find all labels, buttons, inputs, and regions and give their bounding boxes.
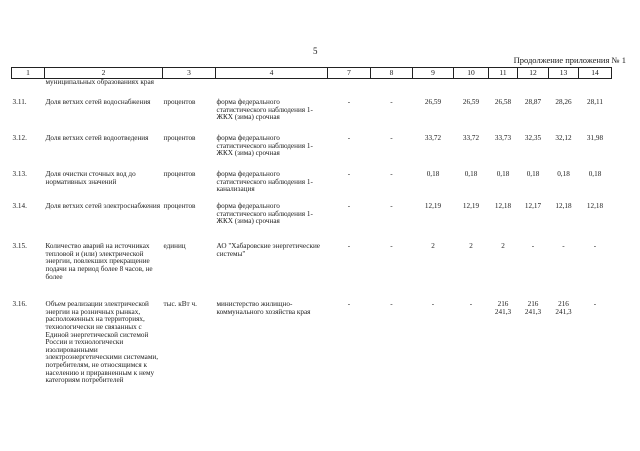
value-cell: 32,35 [524, 134, 542, 142]
value-cell: 0,18 [426, 170, 440, 178]
unit-cell: единиц [163, 242, 186, 250]
value-line-1: 216 [497, 300, 509, 308]
value-cell: - [390, 242, 393, 250]
value-cell: 0,18 [588, 170, 602, 178]
indicators-table [11, 67, 612, 431]
value-cell: 33,72 [462, 134, 480, 142]
table-row [12, 203, 612, 243]
value-cell: 12,18 [494, 202, 512, 210]
column-header: 2 [45, 68, 163, 79]
value-cell: 26,59 [424, 98, 442, 106]
row-number: 3.11. [12, 98, 27, 106]
source-cell: форма федерального статистического наблюдения 1-ЖКХ (зима) срочная [216, 202, 313, 226]
value-cell: 0,18 [526, 170, 540, 178]
value-cell [518, 301, 549, 431]
column-header: 13 [549, 68, 579, 79]
value-line-1: 216 [558, 300, 569, 308]
value-cell: 28,26 [555, 98, 572, 106]
column-header: 1 [12, 68, 45, 79]
value-cell: - [390, 300, 393, 308]
value-cell [489, 301, 518, 431]
value-cell [549, 301, 579, 431]
column-header: 10 [454, 68, 489, 79]
value-cell: - [531, 242, 535, 250]
value-cell: - [390, 98, 393, 106]
source-cell: форма федерального статистического наблюдения 1-канализация [216, 170, 313, 194]
value-cell: - [347, 170, 351, 178]
value-cell: 33,72 [424, 134, 442, 142]
value-line-2: 241,3 [494, 307, 512, 316]
value-cell: - [390, 134, 393, 142]
value-line-1: 216 [527, 300, 539, 308]
unit-cell: процентов [163, 98, 196, 106]
column-header: 8 [371, 68, 413, 79]
value-cell: 31,98 [586, 134, 604, 142]
indicator-name: Объем реализации электрической энергии на розничных рынках, расположенных на территориях, технологически не связанных с Единой энергетической системой России и технологически изолированными электроэнергетическими системами, потребителям, не относящимся к населению и приравненным к нему категориям потребителей [45, 300, 159, 385]
indicator-name: Доля ветхих сетей водоотведения [45, 134, 149, 142]
value-cell: - [593, 242, 597, 250]
source-cell: форма федерального статистического наблюдения 1-ЖКХ (зима) срочная [216, 134, 313, 158]
value-cell: 26,59 [462, 98, 480, 106]
value-cell: - [347, 202, 351, 210]
source-cell: министерство жилищно-коммунального хозяйства края [216, 300, 311, 316]
row-number: 3.15. [12, 242, 27, 250]
value-cell: - [347, 242, 351, 250]
source-cell: форма федерального статистического наблюдения 1-ЖКХ (зима) срочная [216, 98, 313, 122]
value-cell: 2 [501, 242, 505, 250]
row-number: 3.16. [12, 300, 27, 308]
value-cell: 26,58 [494, 98, 512, 106]
source-cell: АО "Хабаровские энергетические системы" [216, 242, 320, 258]
value-cell: - [347, 98, 351, 106]
value-cell: - [562, 242, 565, 250]
value-cell: - [347, 300, 351, 308]
indicator-name: Доля ветхих сетей водоснабжения [45, 98, 151, 106]
column-header: 7 [328, 68, 371, 79]
indicator-name: Доля ветхих сетей электроснабжения [45, 202, 161, 210]
page-number: 5 [313, 46, 318, 56]
column-header: 14 [579, 68, 612, 79]
value-cell: - [469, 300, 473, 308]
column-header: 9 [413, 68, 454, 79]
value-cell: 2 [469, 242, 473, 250]
indicator-name: Доля очистки сточных вод до нормативных значений [45, 170, 136, 186]
unit-cell: процентов [163, 170, 196, 178]
column-header: 3 [163, 68, 216, 79]
row-number: 3.12. [12, 134, 27, 142]
unit-cell: процентов [163, 134, 196, 142]
table-row [12, 135, 612, 171]
value-cell: 32,12 [555, 134, 572, 142]
value-cell: - [390, 202, 393, 210]
value-cell: - [431, 300, 435, 308]
carryover-row [12, 79, 612, 100]
table-row [12, 99, 612, 135]
value-cell: 12,19 [462, 202, 480, 210]
continuation-label: Продолжение приложения № 1 [513, 55, 626, 65]
indicator-name: Количество аварий на источниках тепловой и (или) электрической энергии, повлекших прекращение подачи на период более 8 часов, не более [45, 242, 153, 281]
value-cell: 12,18 [555, 202, 572, 210]
column-header-row [12, 68, 612, 79]
value-cell: 33,73 [494, 134, 512, 142]
value-cell: 0,18 [464, 170, 478, 178]
table-row [12, 243, 612, 301]
value-cell: 2 [431, 242, 435, 250]
column-header: 12 [518, 68, 549, 79]
value-cell: 28,11 [587, 98, 603, 106]
value-cell: - [347, 134, 351, 142]
value-cell: - [593, 300, 597, 308]
value-cell: 12,18 [586, 202, 604, 210]
row-number: 3.13. [12, 170, 27, 178]
value-cell: 12,19 [424, 202, 442, 210]
table-row [12, 171, 612, 203]
value-cell: - [390, 170, 393, 178]
value-cell: 12,17 [524, 202, 542, 210]
unit-cell: тыс. кВт ч. [163, 300, 197, 308]
column-header: 11 [489, 68, 518, 79]
value-cell: 28,87 [524, 98, 542, 106]
value-cell: 0,18 [557, 170, 570, 178]
value-line-2: 241,3 [555, 307, 572, 316]
carryover-text: муниципальных образованиях края [45, 78, 154, 86]
table-row [12, 301, 612, 431]
value-line-2: 241,3 [524, 307, 542, 316]
value-cell: 0,18 [496, 170, 510, 178]
column-header: 4 [216, 68, 328, 79]
row-number: 3.14. [12, 202, 27, 210]
unit-cell: процентов [163, 202, 196, 210]
